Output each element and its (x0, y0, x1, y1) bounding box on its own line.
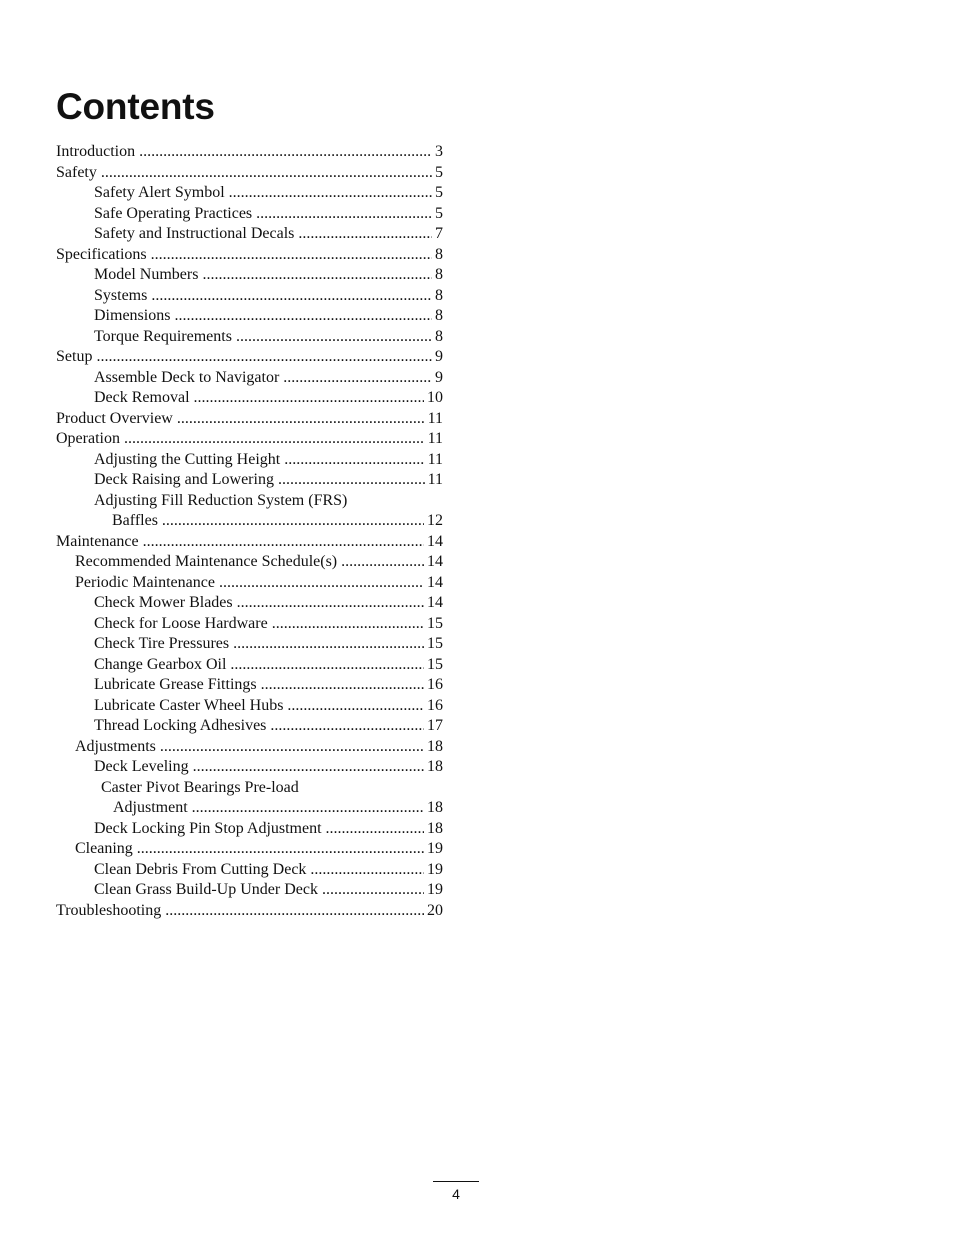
toc-entry-page: 11 (427, 450, 443, 468)
toc-entry[interactable] (56, 593, 443, 614)
toc-dot-leader (96, 347, 432, 368)
toc-entry-page: 8 (435, 286, 443, 304)
toc-entry-label: Periodic Maintenance (75, 573, 215, 591)
toc-entry-page: 20 (427, 901, 443, 919)
toc-entry-page: 7 (435, 225, 443, 242)
toc-entry-label: Troubleshooting (56, 901, 162, 919)
toc-dot-leader (151, 245, 432, 266)
toc-entry[interactable] (56, 388, 443, 409)
toc-entry-label: Deck Locking Pin Stop Adjustment (94, 819, 322, 837)
toc-entry-page: 16 (427, 676, 443, 693)
toc-dot-leader (298, 224, 432, 245)
toc-entry[interactable] (56, 429, 443, 450)
toc-entry[interactable] (56, 286, 443, 307)
toc-entry-page: 8 (435, 327, 443, 345)
toc-entry-page: 18 (427, 737, 443, 755)
toc-entry-page: 9 (435, 368, 443, 386)
toc-dot-leader (236, 327, 432, 348)
toc-dot-leader (272, 614, 424, 635)
toc-entry-label: Lubricate Grease Fittings (94, 676, 257, 693)
toc-dot-leader (124, 429, 425, 450)
toc-dot-leader (230, 655, 424, 676)
toc-entry[interactable] (56, 306, 443, 327)
toc-entry-page: 15 (427, 655, 443, 673)
toc-entry-label: Deck Raising and Lowering (94, 471, 274, 488)
toc-entry-page: 8 (435, 307, 443, 324)
toc-entry-label: Caster Pivot Bearings Pre-load (101, 778, 299, 796)
toc-entry-page: 9 (435, 348, 443, 365)
toc-entry-label: Deck Leveling (94, 758, 189, 775)
toc-dot-leader (137, 839, 424, 860)
toc-dot-leader (341, 552, 424, 573)
toc-entry[interactable] (56, 224, 443, 245)
toc-entry-label: Model Numbers (94, 266, 199, 283)
toc-dot-leader (256, 204, 432, 225)
toc-entry-page: 8 (435, 266, 443, 283)
toc-entry-label: Clean Debris From Cutting Deck (94, 860, 307, 878)
toc-dot-leader (165, 901, 424, 922)
table-of-contents (56, 142, 443, 921)
toc-entry-page: 12 (427, 512, 443, 529)
toc-entry-label: Safety Alert Symbol (94, 184, 225, 201)
toc-entry-page: 11 (427, 409, 443, 427)
toc-entry-label: Lubricate Caster Wheel Hubs (94, 696, 284, 714)
toc-dot-leader (139, 142, 432, 163)
toc-dot-leader (233, 634, 424, 655)
toc-entry[interactable] (56, 347, 443, 368)
toc-entry-label: Specifications (56, 245, 147, 263)
toc-entry-page: 14 (427, 573, 443, 591)
toc-entry[interactable] (56, 757, 443, 778)
toc-entry-label: Introduction (56, 143, 136, 160)
toc-entry-page: 14 (427, 553, 443, 570)
toc-entry[interactable] (56, 265, 443, 286)
toc-entry[interactable] (56, 532, 443, 553)
toc-entry[interactable] (56, 552, 443, 573)
toc-entry-label: Adjustment (113, 799, 188, 816)
toc-entry-label: Torque Requirements (94, 327, 232, 345)
toc-entry[interactable] (56, 470, 443, 491)
toc-dot-leader (151, 286, 432, 307)
toc-dot-leader (310, 860, 424, 881)
toc-entry[interactable] (56, 778, 443, 799)
toc-dot-leader (237, 593, 424, 614)
toc-entry[interactable] (56, 511, 443, 532)
toc-entry[interactable] (56, 573, 443, 594)
toc-entry-page: 16 (427, 696, 443, 714)
toc-dot-leader (160, 737, 424, 758)
page-title: Contents (56, 86, 215, 127)
toc-entry[interactable] (56, 737, 443, 758)
toc-entry[interactable] (56, 409, 443, 430)
toc-dot-leader (287, 696, 424, 717)
toc-entry-page: 5 (435, 163, 443, 181)
toc-dot-leader (193, 757, 424, 778)
toc-entry-label: Thread Locking Adhesives (94, 717, 267, 734)
toc-entry-page: 5 (435, 204, 443, 222)
toc-entry[interactable] (56, 655, 443, 676)
toc-entry-page: 15 (427, 614, 443, 632)
toc-dot-leader (202, 265, 432, 286)
toc-dot-leader (229, 183, 432, 204)
footer-rule (433, 1181, 479, 1182)
toc-entry-label: Adjustments (75, 737, 156, 755)
toc-entry-label: Clean Grass Build-Up Under Deck (94, 881, 318, 898)
toc-entry-page: 18 (427, 799, 443, 816)
toc-dot-leader (192, 798, 424, 819)
toc-entry-label: Product Overview (56, 409, 173, 427)
toc-entry-label: Change Gearbox Oil (94, 655, 227, 673)
toc-entry[interactable] (56, 839, 443, 860)
toc-dot-leader (283, 368, 432, 389)
toc-dot-leader (174, 306, 432, 327)
toc-entry-page: 19 (427, 860, 443, 878)
toc-entry-label: Adjusting Fill Reduction System (FRS) (94, 491, 348, 509)
toc-dot-leader (177, 409, 425, 430)
toc-entry-label: Baffles (112, 512, 158, 529)
toc-entry-page: 14 (427, 532, 443, 550)
toc-dot-leader (194, 388, 424, 409)
toc-entry-page: 11 (427, 471, 443, 488)
toc-entry-label: Adjusting the Cutting Height (94, 450, 281, 468)
toc-entry-page: 3 (435, 143, 443, 160)
toc-entry[interactable] (56, 614, 443, 635)
toc-dot-leader (278, 470, 425, 491)
toc-entry[interactable] (56, 327, 443, 348)
toc-entry-page: 15 (427, 635, 443, 652)
toc-entry[interactable] (56, 675, 443, 696)
toc-entry-page: 17 (427, 717, 443, 734)
toc-entry-label: Safe Operating Practices (94, 204, 253, 222)
toc-entry-label: Operation (56, 430, 120, 447)
toc-entry-label: Check Mower Blades (94, 594, 233, 611)
toc-entry-label: Check Tire Pressures (94, 635, 230, 652)
toc-dot-leader (270, 716, 424, 737)
toc-entry[interactable] (56, 901, 443, 922)
toc-entry[interactable] (56, 368, 443, 389)
toc-entry-label: Deck Removal (94, 389, 190, 406)
toc-entry-label: Safety and Instructional Decals (94, 225, 295, 242)
toc-dot-leader (284, 450, 424, 471)
toc-entry-page: 11 (427, 430, 443, 447)
toc-entry-page: 19 (427, 840, 443, 857)
toc-entry[interactable] (56, 880, 443, 901)
toc-entry-label: Dimensions (94, 307, 171, 324)
toc-entry[interactable] (56, 142, 443, 163)
toc-entry-label: Maintenance (56, 532, 139, 550)
toc-dot-leader (162, 511, 424, 532)
toc-entry[interactable] (56, 450, 443, 471)
toc-entry[interactable] (56, 860, 443, 881)
page-number: 4 (452, 1186, 460, 1202)
toc-entry[interactable] (56, 204, 443, 225)
toc-entry[interactable] (56, 819, 443, 840)
toc-dot-leader (261, 675, 424, 696)
toc-entry[interactable] (56, 716, 443, 737)
toc-dot-leader (322, 880, 424, 901)
toc-entry-label: Check for Loose Hardware (94, 614, 268, 632)
toc-entry-page: 5 (435, 184, 443, 201)
toc-entry[interactable] (56, 798, 443, 819)
toc-entry-label: Systems (94, 286, 148, 304)
toc-entry-page: 19 (427, 881, 443, 898)
toc-entry-page: 14 (427, 594, 443, 611)
toc-entry-label: Cleaning (75, 840, 133, 857)
toc-entry-page: 18 (427, 758, 443, 775)
toc-entry[interactable] (56, 634, 443, 655)
toc-entry[interactable] (56, 245, 443, 266)
toc-dot-leader (219, 573, 424, 594)
toc-entry-label: Assemble Deck to Navigator (94, 368, 280, 386)
toc-dot-leader (326, 819, 424, 840)
toc-entry[interactable] (56, 696, 443, 717)
toc-entry-page: 8 (435, 245, 443, 263)
toc-entry[interactable] (56, 183, 443, 204)
toc-entry-label: Safety (56, 163, 97, 181)
toc-entry-label: Setup (56, 348, 93, 365)
toc-entry-page: 10 (427, 389, 443, 406)
toc-entry-page: 18 (427, 819, 443, 837)
toc-dot-leader (143, 532, 424, 553)
toc-dot-leader (101, 163, 432, 184)
toc-entry[interactable] (56, 491, 443, 512)
toc-entry[interactable] (56, 163, 443, 184)
toc-entry-label: Recommended Maintenance Schedule(s) (75, 553, 338, 570)
